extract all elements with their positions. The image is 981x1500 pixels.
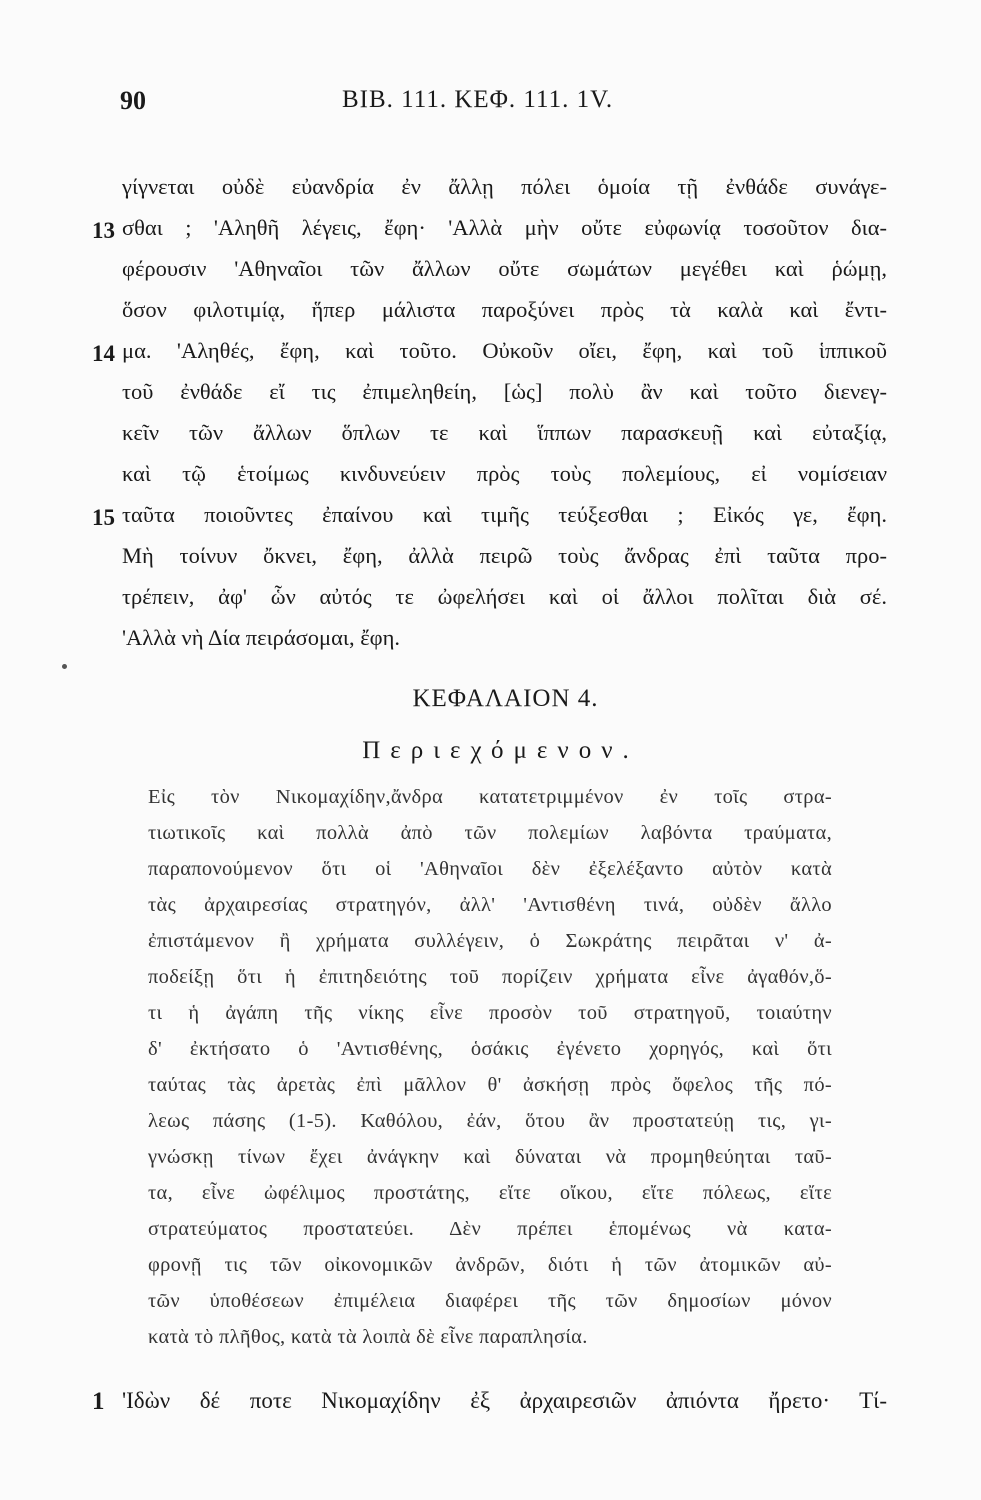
- section-start: [92, 1388, 887, 1424]
- page-number: 90: [120, 86, 146, 115]
- summary-line: στρατεύματος προστατεύει. Δὲν πρέπει ἑπομένως νὰ κατα-: [148, 1218, 832, 1240]
- summary-line: τα, εἶνε ὠφέλιμος προστάτης, εἴτε οἴκου, εἴτε πόλεως, εἴτε: [148, 1182, 832, 1204]
- summary-line: τὰς ἀρχαιρεσίας στρατηγόν, ἀλλ' 'Αντισθένη τινά, οὐδὲν ἄλλο: [148, 894, 832, 916]
- contents-heading: Περιεχόμενον.: [362, 737, 639, 764]
- section-number: 1: [92, 1388, 105, 1415]
- text-line: φέρουσιν 'Αθηναῖοι τῶν ἄλλων οὔτε σωμάτων μεγέθει καὶ ῥώμῃ,: [122, 256, 887, 281]
- summary-line: τι ἡ ἀγάπη τῆς νίκης εἶνε προσὸν τοῦ στρατηγοῦ, τοιαύτην: [148, 1002, 832, 1024]
- page-header: [120, 86, 840, 126]
- summary-line: φρονῇ τις τῶν οἰκονομικῶν ἀνδρῶν, διότι ἡ τῶν ἀτομικῶν αὐ-: [148, 1254, 832, 1276]
- summary-line: γνώσκῃ τίνων ἔχει ἀνάγκην καὶ δύναται νὰ προμηθεύηται ταῦ-: [148, 1146, 832, 1168]
- section-number: 13: [92, 218, 115, 243]
- text-line: τοῦ ἐνθάδε εἴ τις ἐπιμεληθείη, [ὡς] πολὺ ἂν καὶ τοῦτο διενεγ-: [122, 379, 887, 404]
- ink-mark: [62, 664, 67, 669]
- section-number: 14: [92, 341, 115, 366]
- text-line: γίγνεται οὐδὲ εὐανδρία ἐν ἄλλῃ πόλει ὁμοία τῇ ἐνθάδε συνάγε-: [122, 174, 887, 199]
- summary-line: δ' ἐκτήσατο ὁ 'Αντισθένης, ὁσάκις ἐγένετο χορηγός, καὶ ὅτι: [148, 1038, 832, 1060]
- summary-line: τῶν ὑποθέσεων ἐπιμέλεια διαφέρει τῆς τῶν δημοσίων μόνον: [148, 1290, 832, 1312]
- summary-line: κατὰ τὸ πλῆθος, κατὰ τὰ λοιπὰ δὲ εἶνε παραπλησία.: [148, 1326, 588, 1348]
- summary-line: λεως πάσης (1-5). Καθόλου, ἐάν, ὅτου ἂν προστατεύῃ τις, γι-: [148, 1110, 832, 1132]
- section-number: 15: [92, 505, 115, 530]
- summary-line: ταύτας τὰς ἀρετὰς ἐπὶ μᾶλλον θ' ἀσκήσῃ πρὸς ὄφελος τῆς πό-: [148, 1074, 832, 1096]
- text-line: σθαι ; 'Αληθῆ λέγεις, ἔφη· 'Αλλὰ μὴν οὔτε εὐφωνίᾳ τοσοῦτον δια-: [122, 215, 887, 240]
- running-head: ΒΙΒ. 111. ΚΕΦ. 111. 1V.: [342, 86, 614, 113]
- section-first-line: 'Ιδὼν δέ ποτε Νικομαχίδην ἐξ ἀρχαιρεσιῶν ἀπιόντα ἤρετο· Τί-: [122, 1388, 887, 1413]
- text-line: μα. 'Αληθές, ἔφη, καὶ τοῦτο. Οὐκοῦν οἴει, ἔφη, καὶ τοῦ ἱππικοῦ: [122, 338, 887, 363]
- summary-line: Εἰς τὸν Νικομαχίδην,ἄνδρα κατατετριμμένον ἐν τοῖς στρα-: [148, 786, 832, 808]
- text-line: 'Αλλὰ νὴ Δία πειράσομαι, ἔφη.: [122, 625, 401, 650]
- summary-line: τιωτικοῖς καὶ πολλὰ ἀπὸ τῶν πολεμίων λαβόντα τραύματα,: [148, 822, 832, 844]
- text-line: καὶ τῷ ἑτοίμως κινδυνεύειν πρὸς τοὺς πολεμίους, εἰ νομίσειαν: [122, 461, 887, 486]
- text-line: Μὴ τοίνυν ὄκνει, ἔφη, ἀλλὰ πειρῶ τοὺς ἄνδρας ἐπὶ ταῦτα προ-: [122, 543, 887, 568]
- text-line: τρέπειν, ἀφ' ὧν αὐτός τε ὠφελήσει καὶ οἱ ἄλλοι πολῖται διὰ σέ.: [122, 584, 887, 609]
- summary-line: ποδείξῃ ὅτι ἡ ἐπιτηδειότης τοῦ πορίζειν χρήματα εἶνε ἀγαθόν,ὅ-: [148, 966, 832, 988]
- text-line: ὅσον φιλοτιμίᾳ, ἥπερ μάλιστα παροξύνει πρὸς τὰ καλὰ καὶ ἔντι-: [122, 297, 887, 322]
- summary-line: ἐπιστάμενον ἢ χρήματα συλλέγειν, ὁ Σωκράτης πειρᾶται ν' ἀ-: [148, 930, 832, 952]
- text-line: ταῦτα ποιοῦντες ἐπαίνου καὶ τιμῆς τεύξεσθαι ; Εἰκός γε, ἔφη.: [122, 502, 887, 527]
- chapter-title: ΚΕΦΑΛΑΙΟΝ 4.: [412, 685, 599, 712]
- text-line: κεῖν τῶν ἄλλων ὅπλων τε καὶ ἵππων παρασκευῇ καὶ εὐταξίᾳ,: [122, 420, 887, 445]
- summary-line: παραπονούμενον ὅτι οἱ 'Αθηναῖοι δὲν ἐξελέξαντο αὐτὸν κατὰ: [148, 858, 832, 880]
